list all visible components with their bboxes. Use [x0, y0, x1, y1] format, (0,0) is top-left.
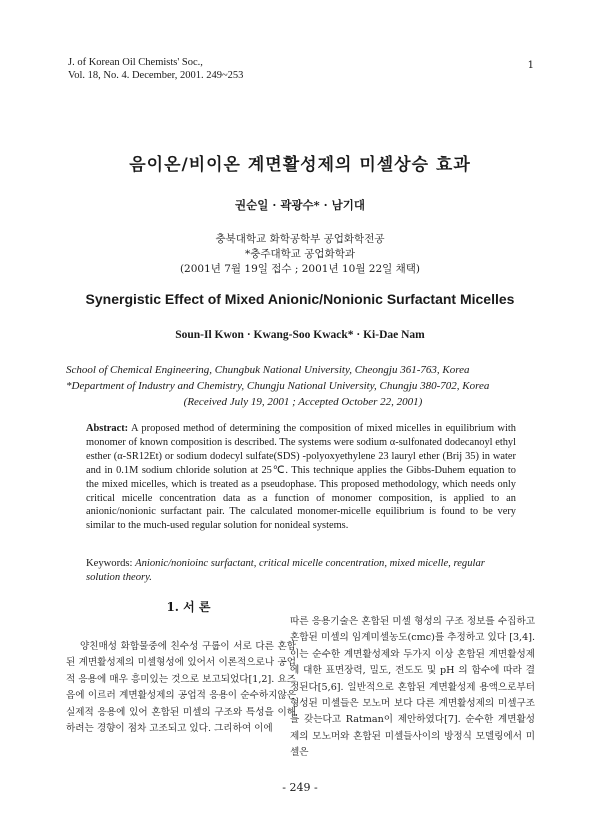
journal-line-1: J. of Korean Oil Chemists' Soc.,: [68, 57, 203, 68]
english-dates: (Received July 19, 2001 ; Accepted October 22, 2001): [183, 396, 423, 408]
korean-aff-line-1: 충북대학교 화학공학부 공업화학전공: [215, 233, 385, 245]
keywords-label: Keywords:: [86, 558, 133, 569]
introduction-left-column: 양친매성 화합물중에 친수성 구룹이 서로 다른 혼합된 계면활성제의 미셀형성에 있어서 이론적으로나 공업적 응용에 매우 흥미있는 것으로 보고되었다[1,2]. 요즈음에 이르러 계면활성제의 공업적 응용이 순수하지않은 실제적 응용에 있어 혼합된 미셀의 구조와 특성을 이해하려는 경향이 점차 고조되고 있다. 그리하여 이에: [66, 641, 296, 735]
korean-aff-line-2: *충주대학교 공업화학과: [244, 248, 356, 260]
english-aff-line-2: *Department of Industry and Chemistry, Chungju National University, Chungju 380-702, Korea: [66, 380, 490, 392]
footer-page-number: - 249 -: [282, 781, 318, 794]
abstract-label: Abstract:: [86, 423, 129, 434]
english-affiliations: [66, 362, 540, 410]
section-heading-introduction: 1. 서 론: [166, 600, 211, 614]
top-page-number: 1: [527, 60, 534, 71]
keywords: [86, 557, 516, 585]
abstract-text: A proposed method of determining the composition of mixed micelles in equilibrium with monomer of known composition is described. The systems were sodium α-sulfonated dodecanoyl ethyl esther (α-SR12Et) or sodium dodecyl sulfate(SDS) -polyoxyethylene 23 lauryl ether (Brij 35) in water and in 0.1M sodium chloride solution at 25℃. This technique applies the Gibbs-Duhem equation to the mixed micelles, which is treated as a pseudophase. This proposed methodology, which needs only critical micelle concentration data as a function of monomer composition, is applied to an anionic/nonionic surfactant pair. The calculated monomer-micelle equilibrium is found to be very similar to the much-used regular solution for nonideal systems.: [86, 423, 516, 532]
journal-line-2: Vol. 18, No. 4. December, 2001. 249~253: [68, 70, 244, 81]
korean-affiliations: [0, 232, 600, 277]
english-aff-line-1: School of Chemical Engineering, Chungbuk National University, Cheongju 361-763, Korea: [66, 364, 470, 376]
keywords-text: Anionic/nonioinc surfactant, critical micelle concentration, mixed micelle, regular solution theory.: [86, 558, 485, 583]
korean-dates: (2001년 7월 19일 접수 ; 2001년 10월 22일 채택): [179, 263, 421, 275]
introduction-right-column: 따른 응용기술은 혼합된 미셀 형성의 구조 정보를 수집하고 혼합된 미셀의 임계미셀농도(cmc)를 추정하고 있다 [3,4]. 이는 순수한 계면활성제와 두가지 이상 혼합된 계면활성제에 대한 표면장력, 밀도, 전도도 및 pH 의 함수에 따라 결정된다[5,6]. 일반적으로 혼합된 계면활성제 용액으로부터 형성된 미셀들은 모노머 보다 다른 계면활성제의 미셀구조를 갖는다고 Ratman이 제안하였다[7]. 순수한 계면활성제의 모노머와 혼합된 미셀들사이의 방정식 모델링에서 미셀은: [290, 616, 535, 759]
journal-citation: [68, 56, 243, 82]
korean-authors: 권순일 · 곽광수* · 남기대: [234, 198, 366, 212]
english-title: Synergistic Effect of Mixed Anionic/Nonionic Surfactant Micelles: [85, 291, 515, 307]
english-authors: Soun-Il Kwon · Kwang-Soo Kwack* · Ki-Dae Nam: [175, 329, 425, 341]
korean-title: 음이온/비이온 계면활성제의 미셀상승 효과: [129, 155, 471, 175]
abstract: [86, 422, 516, 533]
